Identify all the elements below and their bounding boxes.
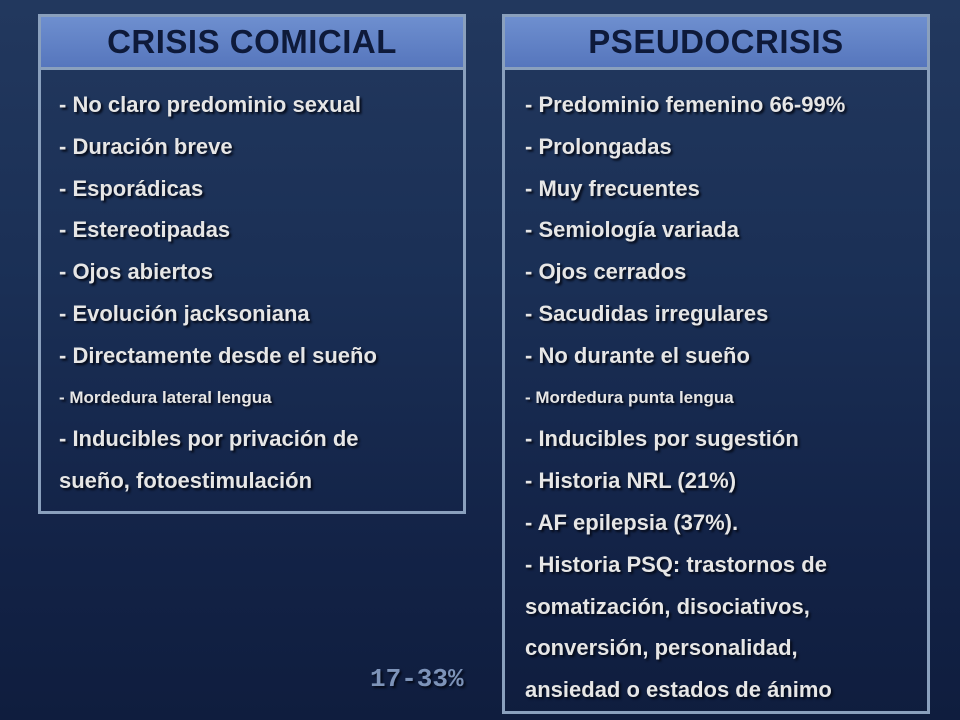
percentage-footnote: 17-33% [370, 664, 464, 694]
pseudocrisis-title: PSEUDOCRISIS [588, 23, 844, 60]
list-item: - Sacudidas irregulares [525, 300, 769, 326]
list-item: - Inducibles por privación de [59, 426, 359, 452]
list-item: - Ojos cerrados [525, 259, 687, 285]
list-item: somatización, disociativos, [525, 593, 810, 619]
crisis-comicial-panel [38, 14, 466, 514]
list-item: - Predominio femenino 66-99% [525, 92, 846, 117]
list-item: ansiedad o estados de ánimo [525, 677, 832, 703]
pseudocrisis-list [505, 70, 927, 711]
crisis-comicial-list [41, 70, 463, 502]
list-item: - Semiología variada [525, 217, 739, 243]
list-item: - Directamente desde el sueño [59, 342, 377, 368]
list-item: - Mordedura lateral lengua [59, 387, 272, 407]
list-item: - Inducibles por sugestión [525, 426, 799, 452]
list-item: - Historia NRL (21%) [525, 468, 737, 494]
list-item: - Ojos abiertos [59, 259, 214, 285]
pseudocrisis-header [505, 17, 927, 70]
list-item: - No claro predominio sexual [59, 92, 361, 117]
list-item: - Esporádicas [59, 175, 204, 201]
list-item: - No durante el sueño [525, 342, 750, 368]
list-item: - Prolongadas [525, 133, 672, 159]
list-item: - Evolución jacksoniana [59, 300, 310, 326]
pseudocrisis-panel [502, 14, 930, 714]
list-item: sueño, fotoestimulación [59, 468, 313, 494]
list-item: conversión, personalidad, [525, 635, 798, 661]
crisis-comicial-title: CRISIS COMICIAL [107, 23, 397, 60]
list-item: - Mordedura punta lengua [525, 387, 734, 407]
list-item: - Muy frecuentes [525, 175, 700, 201]
list-item: - AF epilepsia (37%). [525, 509, 739, 535]
list-item: - Estereotipadas [59, 217, 231, 243]
crisis-comicial-header [41, 17, 463, 70]
list-item: - Historia PSQ: trastornos de [525, 551, 827, 577]
list-item: - Duración breve [59, 133, 233, 159]
